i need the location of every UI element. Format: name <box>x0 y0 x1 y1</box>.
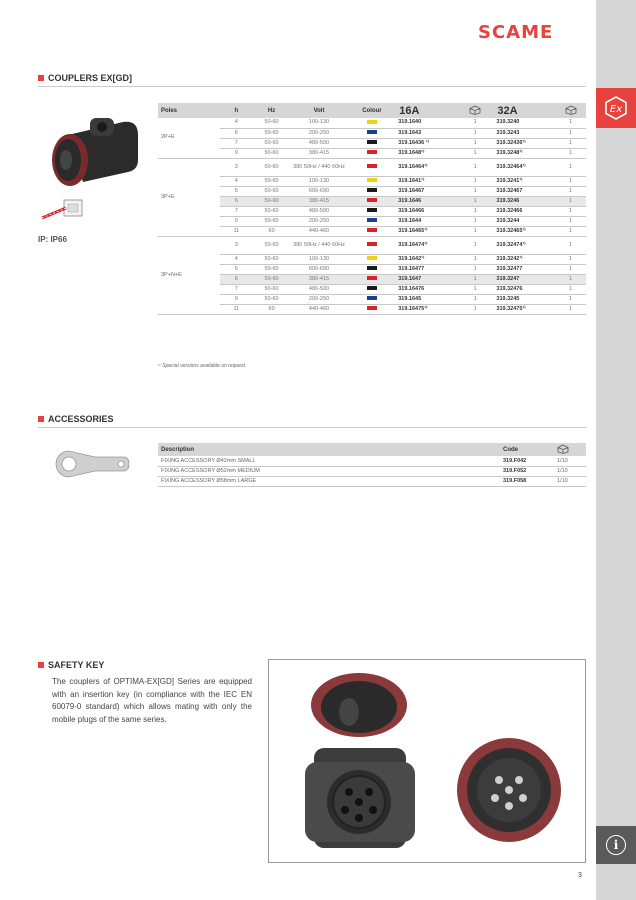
package-icon <box>469 105 481 115</box>
colour-swatch <box>367 256 377 260</box>
accessory-code: 319.F052 <box>500 466 554 476</box>
code-32a-cell: 319.32475¹⁾ <box>494 304 555 314</box>
colour-swatch <box>367 208 377 212</box>
h-cell: 3 <box>220 158 253 176</box>
code-32a-cell: 319.3242¹⁾ <box>494 254 555 264</box>
code-32a-cell: 319.3243 <box>494 128 555 138</box>
h-cell: 4 <box>220 176 253 186</box>
hz-cell: 50-60 <box>253 274 291 284</box>
h-cell: 3 <box>220 236 253 254</box>
colour-cell <box>348 294 397 304</box>
volt-cell: 600-690 <box>290 264 347 274</box>
pack-16a-cell: 1 <box>456 158 495 176</box>
h-cell: 7 <box>220 206 253 216</box>
pack-32a-cell: 1 <box>555 186 586 196</box>
volt-cell: 380-415 <box>290 196 347 206</box>
code-32a-cell: 319.32465¹⁾ <box>494 226 555 236</box>
accessory-qty: 1/10 <box>554 456 586 466</box>
code-32a-cell: 319.32476 <box>494 284 555 294</box>
code-16a-cell: 319.1642¹⁾ <box>396 254 456 264</box>
col-pack <box>554 443 586 456</box>
pack-16a-cell: 1 <box>456 196 495 206</box>
colour-swatch <box>367 178 377 182</box>
colour-swatch <box>367 188 377 192</box>
table-row <box>158 148 586 158</box>
hz-cell: 50-60 <box>253 284 291 294</box>
coupler-product-image <box>38 110 148 190</box>
pack-32a-cell: 1 <box>555 148 586 158</box>
h-cell: 6 <box>220 128 253 138</box>
colour-swatch <box>367 286 377 290</box>
code-16a-cell: 319.16466 <box>396 206 456 216</box>
terminal-wiring-icon <box>40 196 88 224</box>
colour-cell <box>348 206 397 216</box>
code-16a-cell: 319.1646 <box>396 196 456 206</box>
ex-hex-icon <box>605 96 627 120</box>
ex-tab[interactable] <box>596 88 636 128</box>
table-row <box>158 254 586 264</box>
pack-32a-cell: 1 <box>555 118 586 128</box>
col-32a: 32A <box>494 103 555 118</box>
table-row <box>158 274 586 284</box>
hz-cell: 50-60 <box>253 186 291 196</box>
volt-cell: 600-690 <box>290 186 347 196</box>
volt-cell: 200-250 <box>290 216 347 226</box>
table-row <box>158 304 586 314</box>
colour-swatch <box>367 276 377 280</box>
hz-cell: 50-60 <box>253 206 291 216</box>
colour-cell <box>348 216 397 226</box>
page-number: 3 <box>578 872 582 879</box>
pack-16a-cell: 1 <box>456 186 495 196</box>
volt-cell: 480-500 <box>290 206 347 216</box>
code-32a-cell: 319.32466 <box>494 206 555 216</box>
code-32a-cell: 319.32464¹⁾ <box>494 158 555 176</box>
code-32a-cell: 319.3247 <box>494 274 555 284</box>
table-row <box>158 216 586 226</box>
col-volt: Volt <box>290 103 347 118</box>
code-16a-cell: 319.16476 <box>396 284 456 294</box>
table-row <box>158 176 586 186</box>
code-32a-cell: 319.32474¹⁾ <box>494 236 555 254</box>
couplers-table-body <box>158 118 586 314</box>
pack-16a-cell: 1 <box>456 274 495 284</box>
coupler-photo-illustration <box>269 660 585 862</box>
pack-16a-cell: 1 <box>456 254 495 264</box>
col-hz: Hz <box>253 103 291 118</box>
code-32a-cell: 319.3240 <box>494 118 555 128</box>
volt-cell: 100-130 <box>290 118 347 128</box>
code-32a-cell: 319.3248¹⁾ <box>494 148 555 158</box>
h-cell: 9 <box>220 294 253 304</box>
pack-16a-cell: 1 <box>456 284 495 294</box>
code-16a-cell: 319.1643 <box>396 128 456 138</box>
colour-cell <box>348 254 397 264</box>
hz-cell: 50-60 <box>253 138 291 148</box>
volt-cell: 440-460 <box>290 304 347 314</box>
table-row <box>158 128 586 138</box>
safety-section-title <box>38 660 104 670</box>
code-32a-cell: 319.32467 <box>494 186 555 196</box>
accessory-description: FIXING ACCESSORY Ø52mm MEDIUM <box>158 466 500 476</box>
pack-16a-cell: 1 <box>456 176 495 186</box>
colour-swatch <box>367 266 377 270</box>
pack-32a-cell: 1 <box>555 294 586 304</box>
h-cell: 9 <box>220 216 253 226</box>
hz-cell: 60 <box>253 226 291 236</box>
col-code: Code <box>500 443 554 456</box>
col-poles: Poles <box>158 103 220 118</box>
poles-cell: 3P+N+E <box>158 236 220 314</box>
table-row <box>158 294 586 304</box>
volt-cell: 100-130 <box>290 254 347 264</box>
accessory-qty: 1/10 <box>554 476 586 486</box>
colour-cell <box>348 226 397 236</box>
pack-32a-cell: 1 <box>555 206 586 216</box>
h-cell: 4 <box>220 118 253 128</box>
pack-16a-cell: 1 <box>456 148 495 158</box>
couplers-section-title <box>38 73 132 83</box>
colour-swatch <box>367 228 377 232</box>
code-16a-cell: 319.1640 <box>396 118 456 128</box>
colour-cell <box>348 158 397 176</box>
couplers-table <box>158 103 586 315</box>
colour-cell <box>348 284 397 294</box>
accessory-code: 319.F058 <box>500 476 554 486</box>
pack-32a-cell: 1 <box>555 128 586 138</box>
package-icon <box>565 105 577 115</box>
pack-16a-cell: 1 <box>456 304 495 314</box>
accessories-table <box>158 443 586 487</box>
code-32a-cell: 319.32477 <box>494 264 555 274</box>
colour-swatch <box>367 150 377 154</box>
code-16a-cell: 319.16475¹⁾ <box>396 304 456 314</box>
safety-description: The couplers of OPTIMA-EX[GD] Series are equipped with an insertion key (in compliance with the IEC EN 60079-0 standard) which allows mating with only the mobile plugs of the same series. <box>52 677 252 724</box>
h-cell: 11 <box>220 304 253 314</box>
colour-cell <box>348 264 397 274</box>
colour-cell <box>348 138 397 148</box>
code-16a-cell: 319.16465¹⁾ <box>396 226 456 236</box>
hz-cell: 50-60 <box>253 148 291 158</box>
pack-16a-cell: 1 <box>456 138 495 148</box>
h-cell: 6 <box>220 196 253 206</box>
package-icon <box>557 444 569 454</box>
hz-cell: 50-60 <box>253 128 291 138</box>
hz-cell: 50-60 <box>253 294 291 304</box>
h-cell: 7 <box>220 284 253 294</box>
volt-cell: 440-460 <box>290 226 347 236</box>
code-32a-cell: 319.3241¹⁾ <box>494 176 555 186</box>
volt-cell: 480-500 <box>290 284 347 294</box>
code-16a-cell: 319.16477 <box>396 264 456 274</box>
h-cell: 6 <box>220 274 253 284</box>
table-row <box>158 196 586 206</box>
pack-32a-cell: 1 <box>555 264 586 274</box>
pack-16a-cell: 1 <box>456 206 495 216</box>
table-row <box>158 118 586 128</box>
colour-swatch <box>367 130 377 134</box>
h-cell: 11 <box>220 226 253 236</box>
section-marker <box>38 75 44 81</box>
fixing-accessory-image <box>55 447 137 481</box>
pack-16a-cell: 1 <box>456 264 495 274</box>
volt-cell: 380 50Hz / 440 60Hz <box>290 158 347 176</box>
safety-title-text: SAFETY KEY <box>48 660 105 670</box>
pack-32a-cell: 1 <box>555 138 586 148</box>
info-tab[interactable] <box>596 826 636 864</box>
colour-cell <box>348 274 397 284</box>
colour-cell <box>348 148 397 158</box>
code-16a-cell: 319.16474¹⁾ <box>396 236 456 254</box>
colour-cell <box>348 176 397 186</box>
accessories-section-title <box>38 414 114 424</box>
table-row <box>158 226 586 236</box>
col-16a: 16A <box>396 103 456 118</box>
colour-cell <box>348 118 397 128</box>
accessory-description: FIXING ACCESSORY Ø58mm LARGE <box>158 476 500 486</box>
side-strip <box>596 0 636 900</box>
pack-32a-cell: 1 <box>555 304 586 314</box>
pack-32a-cell: 1 <box>555 176 586 186</box>
pack-32a-cell: 1 <box>555 254 586 264</box>
section-marker <box>38 662 44 668</box>
volt-cell: 200-250 <box>290 128 347 138</box>
code-16a-cell: 319.1647 <box>396 274 456 284</box>
table-row <box>158 206 586 216</box>
colour-swatch <box>367 120 377 124</box>
hz-cell: 50-60 <box>253 118 291 128</box>
accessory-description: FIXING ACCESSORY Ø42mm SMALL <box>158 456 500 466</box>
volt-cell: 100-130 <box>290 176 347 186</box>
hz-cell: 50-60 <box>253 216 291 226</box>
col-h: h <box>220 103 253 118</box>
table-row <box>158 466 586 476</box>
colour-cell <box>348 186 397 196</box>
couplers-rule <box>38 86 586 87</box>
accessories-rule <box>38 427 586 428</box>
info-icon: i <box>606 835 626 855</box>
table-row <box>158 158 586 176</box>
poles-cell: 2P+E <box>158 118 220 158</box>
hz-cell: 50-60 <box>253 158 291 176</box>
pack-16a-cell: 1 <box>456 236 495 254</box>
special-versions-note: ¹⁾ Special versions available on request. <box>158 363 247 369</box>
couplers-title-text: COUPLERS EX[GD] <box>48 73 133 83</box>
pack-16a-cell: 1 <box>456 118 495 128</box>
pack-32a-cell: 1 <box>555 284 586 294</box>
code-16a-cell: 319.1644 <box>396 216 456 226</box>
colour-cell <box>348 304 397 314</box>
colour-swatch <box>367 242 377 246</box>
code-16a-cell: 319.1648¹⁾ <box>396 148 456 158</box>
poles-cell: 3P+E <box>158 158 220 236</box>
colour-swatch <box>367 140 377 144</box>
code-16a-cell: 319.16464¹⁾ <box>396 158 456 176</box>
volt-cell: 380-415 <box>290 148 347 158</box>
code-16a-cell: 319.16467 <box>396 186 456 196</box>
pack-32a-cell: 1 <box>555 216 586 226</box>
hz-cell: 60 <box>253 304 291 314</box>
code-32a-cell: 319.32436¹⁾ <box>494 138 555 148</box>
accessories-title-text: ACCESSORIES <box>48 414 114 424</box>
couplers-table-header <box>158 103 586 118</box>
code-32a-cell: 319.3245 <box>494 294 555 304</box>
table-row <box>158 284 586 294</box>
pack-16a-cell: 1 <box>456 226 495 236</box>
table-row <box>158 138 586 148</box>
hz-cell: 50-60 <box>253 176 291 186</box>
hz-cell: 50-60 <box>253 236 291 254</box>
h-cell: 5 <box>220 186 253 196</box>
colour-swatch <box>367 306 377 310</box>
hz-cell: 50-60 <box>253 254 291 264</box>
code-16a-cell: 319.16436 ¹⁾ <box>396 138 456 148</box>
colour-cell <box>348 128 397 138</box>
hz-cell: 50-60 <box>253 264 291 274</box>
h-cell: 5 <box>220 264 253 274</box>
col-description: Description <box>158 443 500 456</box>
section-marker <box>38 416 44 422</box>
ip-rating-label: IP: IP66 <box>38 235 67 244</box>
accessory-qty: 1/10 <box>554 466 586 476</box>
accessory-code: 319.F042 <box>500 456 554 466</box>
h-cell: 7 <box>220 138 253 148</box>
pack-32a-cell: 1 <box>555 196 586 206</box>
table-row <box>158 264 586 274</box>
pack-32a-cell: 1 <box>555 236 586 254</box>
code-16a-cell: 319.1645 <box>396 294 456 304</box>
colour-swatch <box>367 198 377 202</box>
pack-16a-cell: 1 <box>456 216 495 226</box>
colour-cell <box>348 236 397 254</box>
volt-cell: 380 50Hz / 440 60Hz <box>290 236 347 254</box>
table-row <box>158 186 586 196</box>
code-32a-cell: 319.3244 <box>494 216 555 226</box>
volt-cell: 380-415 <box>290 274 347 284</box>
table-row <box>158 456 586 466</box>
volt-cell: 480-500 <box>290 138 347 148</box>
colour-cell <box>348 196 397 206</box>
h-cell: 4 <box>220 254 253 264</box>
h-cell: 9 <box>220 148 253 158</box>
scame-logo: SCAME <box>478 22 554 43</box>
pack-16a-cell: 1 <box>456 128 495 138</box>
safety-key-photo <box>268 659 586 863</box>
pack-32a-cell: 1 <box>555 158 586 176</box>
col-16a-pack <box>456 103 495 118</box>
colour-swatch <box>367 296 377 300</box>
svg-text:Ex: Ex <box>609 104 623 115</box>
table-row <box>158 236 586 254</box>
pack-16a-cell: 1 <box>456 294 495 304</box>
colour-swatch <box>367 164 377 168</box>
accessories-table-header <box>158 443 586 456</box>
volt-cell: 200-250 <box>290 294 347 304</box>
code-16a-cell: 319.1641¹⁾ <box>396 176 456 186</box>
col-32a-pack <box>555 103 586 118</box>
hz-cell: 50-60 <box>253 196 291 206</box>
code-32a-cell: 319.3246 <box>494 196 555 206</box>
col-colour: Colour <box>348 103 397 118</box>
colour-swatch <box>367 218 377 222</box>
pack-32a-cell: 1 <box>555 274 586 284</box>
table-row <box>158 476 586 486</box>
pack-32a-cell: 1 <box>555 226 586 236</box>
